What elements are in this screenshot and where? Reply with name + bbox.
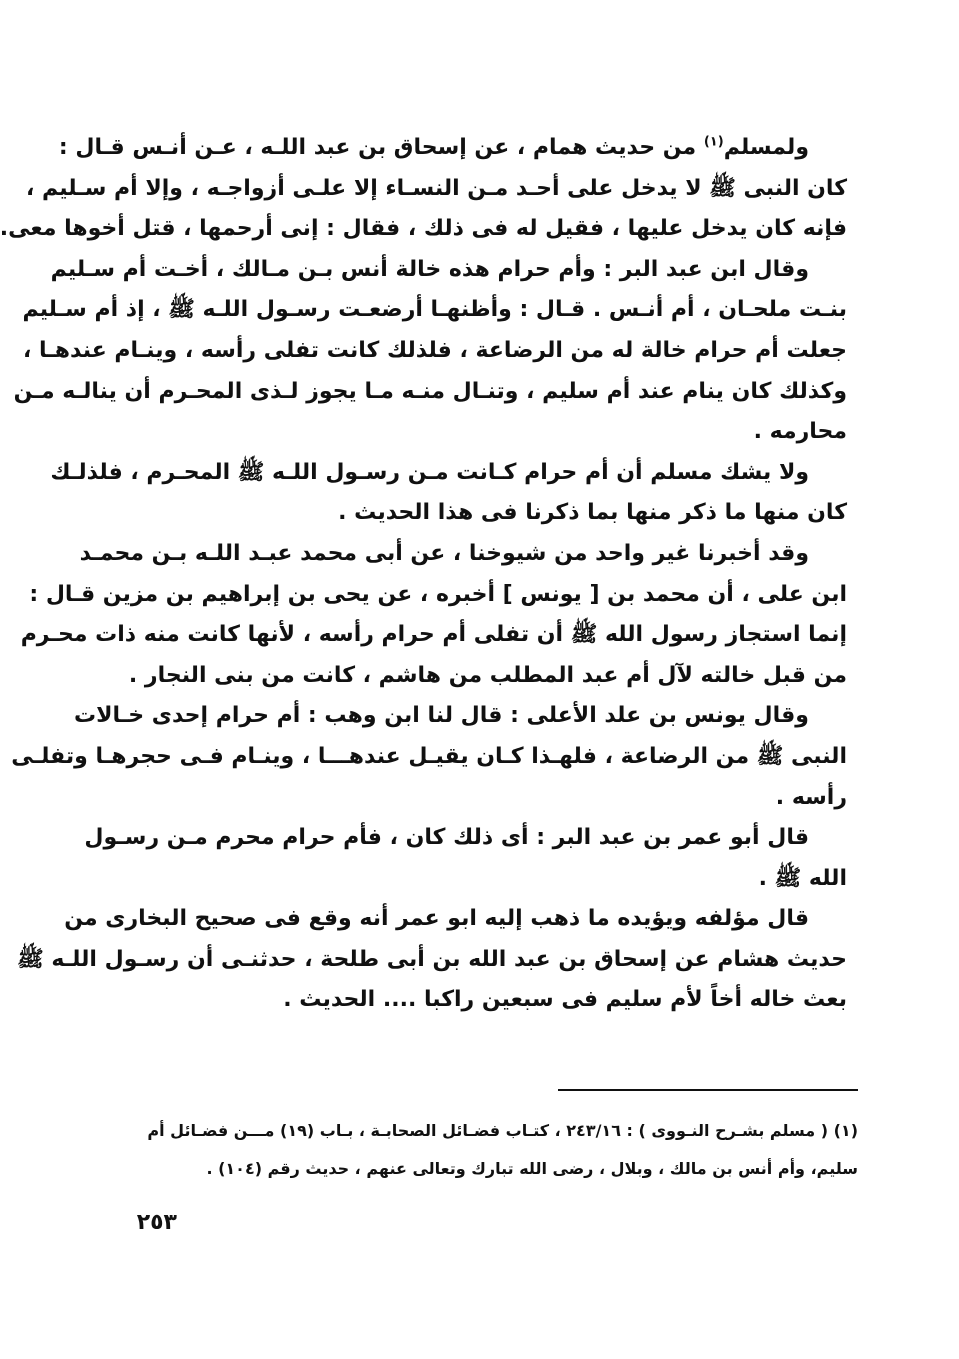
footnote-divider bbox=[558, 1089, 858, 1091]
text-line-10: كان منها ما ذكر منها بما ذكرنا فى هذا الحديث . bbox=[338, 500, 847, 526]
text-line-2: كان النبى ﷺ لا يدخل على أحـد مـن النسـاء إلا علـى أزواجـه ، وإلا أم سـليم ، bbox=[25, 175, 847, 201]
text-line-8: محارمه . bbox=[753, 419, 847, 445]
text-line-9: ولا يشك مسلم أن أم حرام كـانت مـن رسـول اللـه ﷺ المحـرم ، فلذلـك bbox=[50, 459, 809, 485]
text-line-15: وقال يونس بن علد الأعلى : قال لنا ابن وهب : أم حرام إحدى خـالات bbox=[74, 703, 809, 729]
text-line-21: حديث هشام عن إسحاق بن عبد الله بن أبى طلحة ، حدثنـى أن رسـول اللـه ﷺ bbox=[17, 946, 847, 972]
text-line-18: قال أبو عمر بن عبد البر : أى ذلك كان ، فأم حرام محرم مـن رسـول bbox=[84, 825, 809, 851]
text-line-16: النبى ﷺ من الرضاعة ، فلهـذا كـان يقيـل عندهـــا ، وينـام فـى حجرهـا وتفلـى bbox=[11, 743, 847, 769]
footnote-marker[interactable]: (١) bbox=[703, 134, 724, 150]
text-line-6: جعلت أم حرام خالة له من الرضاعة ، فلذلك كانت تفلى رأسه ، وينـام عندهـا ، bbox=[22, 337, 847, 363]
text-line-5: بنـت ملحـان ، أم أنـس . قـال : وأظنهـا أرضعـت رسـول اللـه ﷺ ، إذ أم سـليم bbox=[22, 297, 847, 323]
text-line-4: وقال ابن عبد البر : وأم حرام هذه خالة أنس بـن مـالك ، أخـت أم سـليم bbox=[50, 256, 809, 282]
text-line-7: وكذلك كان ينام عند أم سليم ، وتنـال منـه مـا يجوز لـذى المحـرم أن ينالـه مـن bbox=[13, 378, 847, 404]
footnote-line-1: (١) ( مسلم بشـرح النـووى ) : ٢٤٣/١٦ ، كتـاب فضـائل الصحابـة ، بـاب (١٩) مـــن فضـائل أم bbox=[147, 1121, 858, 1140]
text-line-22: بعث خاله أخاً لأم سليم فى سبعين راكبا .... الحديث . bbox=[283, 987, 847, 1013]
text-line-12: ابن على ، أن محمد بن [ يونس ] أخبره ، عن يحى بن إبراهيم بن مزين قـال : bbox=[29, 581, 847, 607]
text-line-3: فإنه كان يدخل عليها ، فقيل له فى ذلك ، فقال : إنى أرحمها ، قتل أخوها معى. bbox=[0, 216, 847, 242]
footnote-line-2: سليم، وأم أنس بن مالك ، وبلال ، رضى الله تبارك وتعالى عنهم ، حديث رقم (١٠٤) . bbox=[206, 1159, 858, 1178]
text-line-17: رأسه . bbox=[775, 784, 847, 810]
text-line-11: وقد أخبرنا غير واحد من شيوخنا ، عن أبى محمد عبـد اللـه بـن محمـد bbox=[79, 540, 809, 566]
text-line-20: قال مؤلفه ويؤيده ما ذهب إليه ابو عمر أنه وقع فى صحيح البخارى من bbox=[64, 906, 809, 932]
text-line-14: من قبل خالته لآل أم عبد المطلب من هاشم ، كانت من بنى النجار . bbox=[128, 662, 847, 688]
text-line-19: الله ﷺ . bbox=[758, 865, 847, 891]
main-text-block bbox=[0, 128, 847, 1021]
text-line-1: ولمسلم$^{(١)}$ من حديث همام ، عن إسحاق بن عبد اللـه ، عـن أنـس قـال : bbox=[58, 134, 809, 160]
page-number: ٢٥٣ bbox=[136, 1210, 177, 1235]
text-line-13: إنما استجاز رسول الله ﷺ أن تفلى أم حرام رأسه ، لأنها كانت منه ذات محـرم bbox=[20, 622, 847, 648]
footnote-block bbox=[114, 1112, 858, 1188]
